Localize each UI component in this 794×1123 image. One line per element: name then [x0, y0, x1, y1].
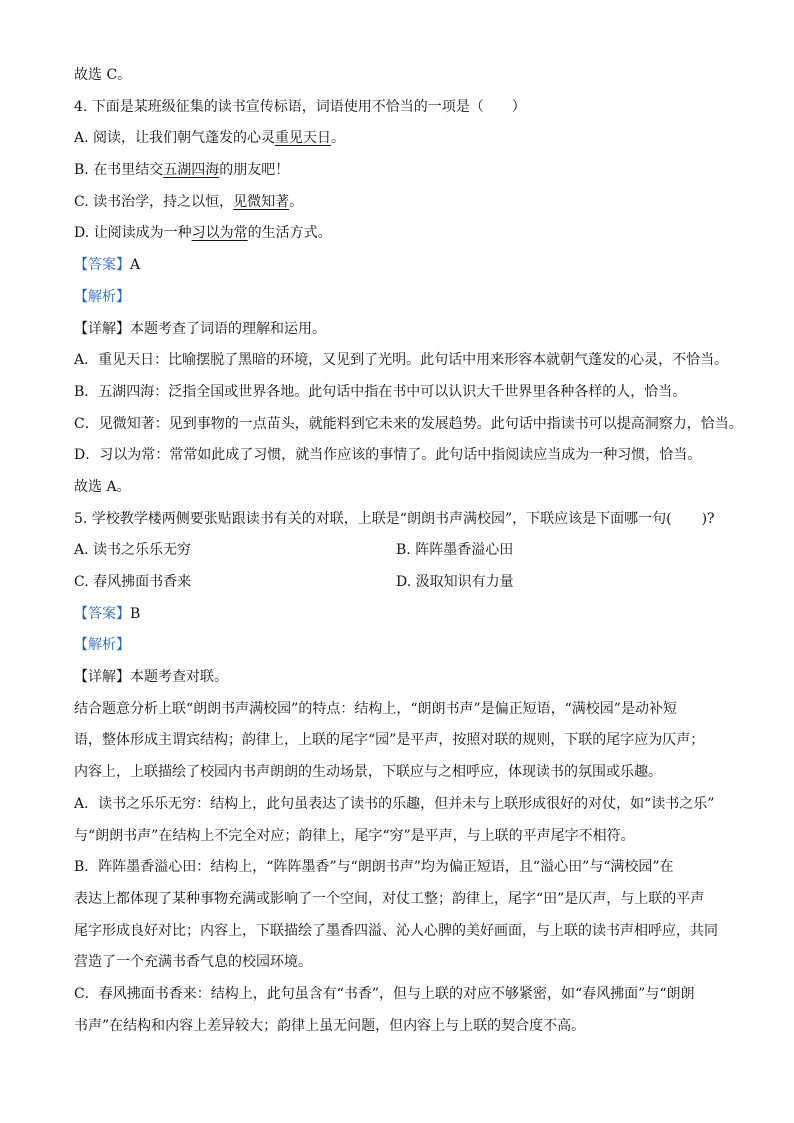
q4-option-d [74, 218, 734, 250]
q4-explain-d: D．习以为常：常常如此成了习惯，就当作应该的事情了。此句话中指阅读应当成为一种习惯，恰当。 [74, 447, 702, 464]
q4-detail-tag: 【详解】 [74, 320, 130, 337]
q4-option-a-text: A. 阅读，让我们朝气蓬发的心灵 [74, 130, 276, 147]
q5-analysis [74, 630, 734, 662]
q4-option-c [74, 187, 734, 219]
q4-answer-tag: 【答案】 [74, 257, 130, 274]
q5-option-b: B. 阵阵墨香溢心田 [396, 542, 514, 559]
question-5-stem [74, 504, 734, 536]
q5-detail [74, 662, 734, 694]
q5-explain-b-line-2: 表达上都体现了某种事物充满或影响了一个空间，对仗工整；韵律上，尾字“田”是仄声，与上联的平声 [74, 890, 705, 907]
q5-option-a: A. 读书之乐乐无穷 [74, 542, 192, 559]
q5-options-row-1 [74, 535, 734, 567]
q4-conclusion: 故选 A。 [74, 478, 131, 495]
q4-option-b-underlined: 五湖四海 [163, 162, 220, 179]
q5-para-line-2: 语，整体形成主谓宾结构；韵律上，上联的尾字“园”是平声，按照对联的规则，下联的尾字应为仄声； [74, 732, 705, 749]
q5-stem-end: )? [701, 510, 715, 527]
question-4-stem: 4. 下面是某班级征集的读书宣传标语，词语使用不恰当的一项是（ ） [74, 98, 526, 115]
q4-option-a-underlined: 重见天日 [275, 130, 332, 147]
q4-option-a-end: 。 [331, 130, 346, 147]
q5-explain-b-line-1: B．阵阵墨香溢心田：结构上，“阵阵墨香”与“朗朗书声”均为偏正短语，且“溢心田”与“满校园”在 [74, 859, 674, 876]
q5-option-c: C. 春风拂面书香来 [74, 574, 192, 590]
q5-answer-value: B [130, 605, 141, 622]
q5-para-line-3: 内容上，上联描绘了校园内书声朗朗的生动场景，下联应与之相呼应，体现读书的氛围或乐趣。 [74, 764, 662, 781]
q5-option-d: D. 汲取知识有力量 [396, 574, 514, 590]
q4-option-c-underlined: 见微知著 [233, 193, 290, 210]
q4-option-c-end: 。 [289, 193, 304, 210]
q4-option-d-end: 的生活方式。 [247, 225, 332, 242]
q4-answer [74, 250, 734, 282]
q4-option-a [74, 123, 734, 155]
q5-answer [74, 599, 734, 631]
q4-option-b-text: B. 在书里结交 [74, 162, 164, 179]
q5-para-line-1: 结合题意分析上联“朗朗书声满校园”的特点：结构上，“朗朗书声”是偏正短语，“满校园”是动补短 [74, 700, 677, 717]
q4-explain-a: A．重见天日：比喻摆脱了黑暗的环境，又见到了光明。此句话中用来形容本就朝气蓬发的心灵，不恰当。 [74, 352, 729, 369]
q5-stem-text: 5. 学校教学楼两侧要张贴跟读书有关的对联，上联是“朗朗书声满校园”，下联应该是下面哪一句( [74, 510, 672, 527]
q5-explain-b-line-4: 营造了一个充满书香气息的校园环境。 [74, 954, 312, 971]
q5-detail-text: 本题考查对联。 [130, 669, 228, 686]
q5-answer-tag: 【答案】 [74, 605, 130, 622]
q5-explain-a-line-1: A．读书之乐乐无穷：结构上，此句虽表达了读书的乐趣，但并未与上联形成很好的对仗，如“读书之乐” [74, 795, 715, 812]
document-page [74, 60, 743, 1042]
q4-analysis [74, 282, 734, 314]
q4-explain-c: C．见微知著：见到事物的一点苗头，就能料到它未来的发展趋势。此句话中指读书可以提高洞察力，恰当。 [74, 415, 743, 432]
q4-option-d-text: D. 让阅读成为一种 [74, 225, 192, 242]
q5-explain-c-line-1: C．春风拂面书香来：结构上，此句虽含有“书香”，但与上联的对应不够紧密，如“春风拂面”与“朗朗 [74, 985, 695, 1002]
q4-option-b-end: 的朋友吧！ [219, 162, 290, 179]
q5-detail-tag: 【详解】 [74, 669, 130, 686]
q5-analysis-tag: 【解析】 [74, 637, 130, 654]
q4-option-b [74, 155, 734, 187]
q4-explain-b: B．五湖四海：泛指全国或世界各地。此句话中指在书中可以认识大千世界里各种各样的人，恰当。 [74, 383, 687, 400]
q4-detail-text: 本题考查了词语的理解和运用。 [130, 320, 326, 337]
q4-answer-value: A [130, 257, 141, 274]
q4-analysis-tag: 【解析】 [74, 288, 130, 305]
q5-explain-a-line-2: 与“朗朗书声”在结构上不完全对应；韵律上，尾字“穷”是平声，与上联的平声尾字不相符。 [74, 827, 635, 844]
prev-conclusion: 故选 C。 [74, 67, 132, 83]
q4-detail [74, 314, 734, 346]
q5-explain-b-line-3: 尾字形成良好对比；内容上，下联描绘了墨香四溢、沁人心脾的美好画面，与上联的读书声相呼应，共同 [74, 922, 718, 939]
q5-options-row-2 [74, 567, 734, 599]
q4-option-c-text: C. 读书治学，持之以恒， [74, 193, 234, 210]
q4-option-d-underlined: 习以为常 [191, 225, 248, 242]
q5-explain-c-line-2: 书声”在结构和内容上差异较大；韵律上虽无问题，但内容上与上联的契合度不高。 [74, 1017, 586, 1034]
